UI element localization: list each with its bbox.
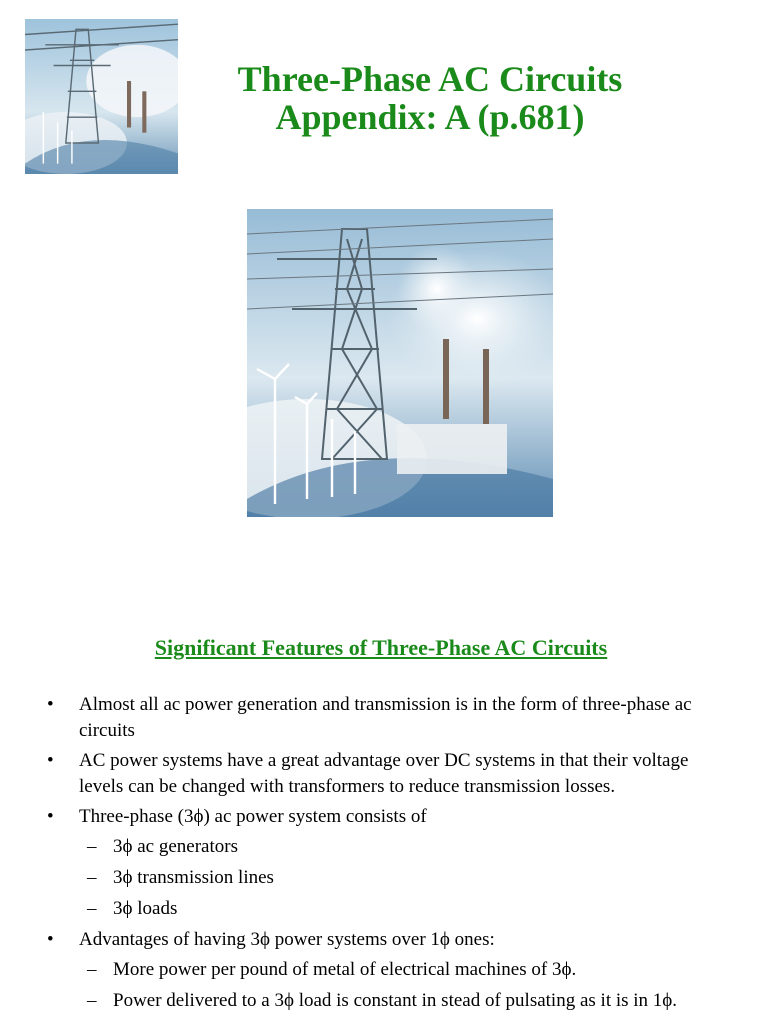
bullet-text: Three-phase (3ϕ) ac power system consists of bbox=[79, 806, 427, 827]
sub-item-text: 3ϕ transmission lines bbox=[113, 867, 274, 888]
bullet-icon: • bbox=[47, 806, 54, 827]
bullet-text: Almost all ac power generation and transmission is in the form of three-phase ac circuits bbox=[79, 694, 692, 741]
power-pylon-illustration bbox=[247, 209, 553, 517]
dash-icon: – bbox=[87, 836, 97, 857]
bullet-text: Advantages of having 3ϕ power systems over 1ϕ ones: bbox=[79, 929, 495, 950]
title-line-1: Three-Phase AC Circuits bbox=[237, 59, 623, 99]
sub-item-text: More power per pound of metal of electrical machines of 3ϕ. bbox=[113, 959, 577, 980]
sub-list bbox=[79, 957, 708, 1014]
power-pylon-illustration bbox=[25, 19, 178, 174]
sub-list bbox=[79, 834, 708, 922]
bullet-icon: • bbox=[47, 929, 54, 950]
sub-item-text: Power delivered to a 3ϕ load is constant in stead of pulsating as it is in 1ϕ. bbox=[113, 990, 678, 1011]
thumbnail-image bbox=[25, 19, 178, 174]
hero-image bbox=[247, 209, 553, 517]
bullet-icon: • bbox=[47, 694, 54, 715]
sub-item bbox=[79, 896, 708, 922]
bullet-icon: • bbox=[47, 750, 54, 771]
sub-item-text: 3ϕ ac generators bbox=[113, 836, 238, 857]
page-title bbox=[200, 60, 660, 136]
sub-item bbox=[79, 865, 708, 891]
bullet-text: AC power systems have a great advantage over DC systems in that their voltage levels can be changed with transformers to reduce transmission losses. bbox=[79, 750, 689, 797]
sub-item bbox=[79, 988, 708, 1014]
title-line-2: Appendix: A (p.681) bbox=[275, 97, 585, 137]
sub-item bbox=[79, 834, 708, 860]
dash-icon: – bbox=[87, 898, 97, 919]
bullet-item bbox=[0, 692, 768, 744]
bullet-item bbox=[0, 927, 768, 1014]
sub-item-text: 3ϕ loads bbox=[113, 898, 178, 919]
bullet-list bbox=[0, 692, 768, 1019]
bullet-item bbox=[0, 804, 768, 922]
dash-icon: – bbox=[87, 990, 97, 1011]
dash-icon: – bbox=[87, 959, 97, 980]
bullet-item bbox=[0, 748, 768, 800]
dash-icon: – bbox=[87, 867, 97, 888]
section-heading: Significant Features of Three-Phase AC Circuits bbox=[154, 635, 608, 660]
sub-item bbox=[79, 957, 708, 983]
